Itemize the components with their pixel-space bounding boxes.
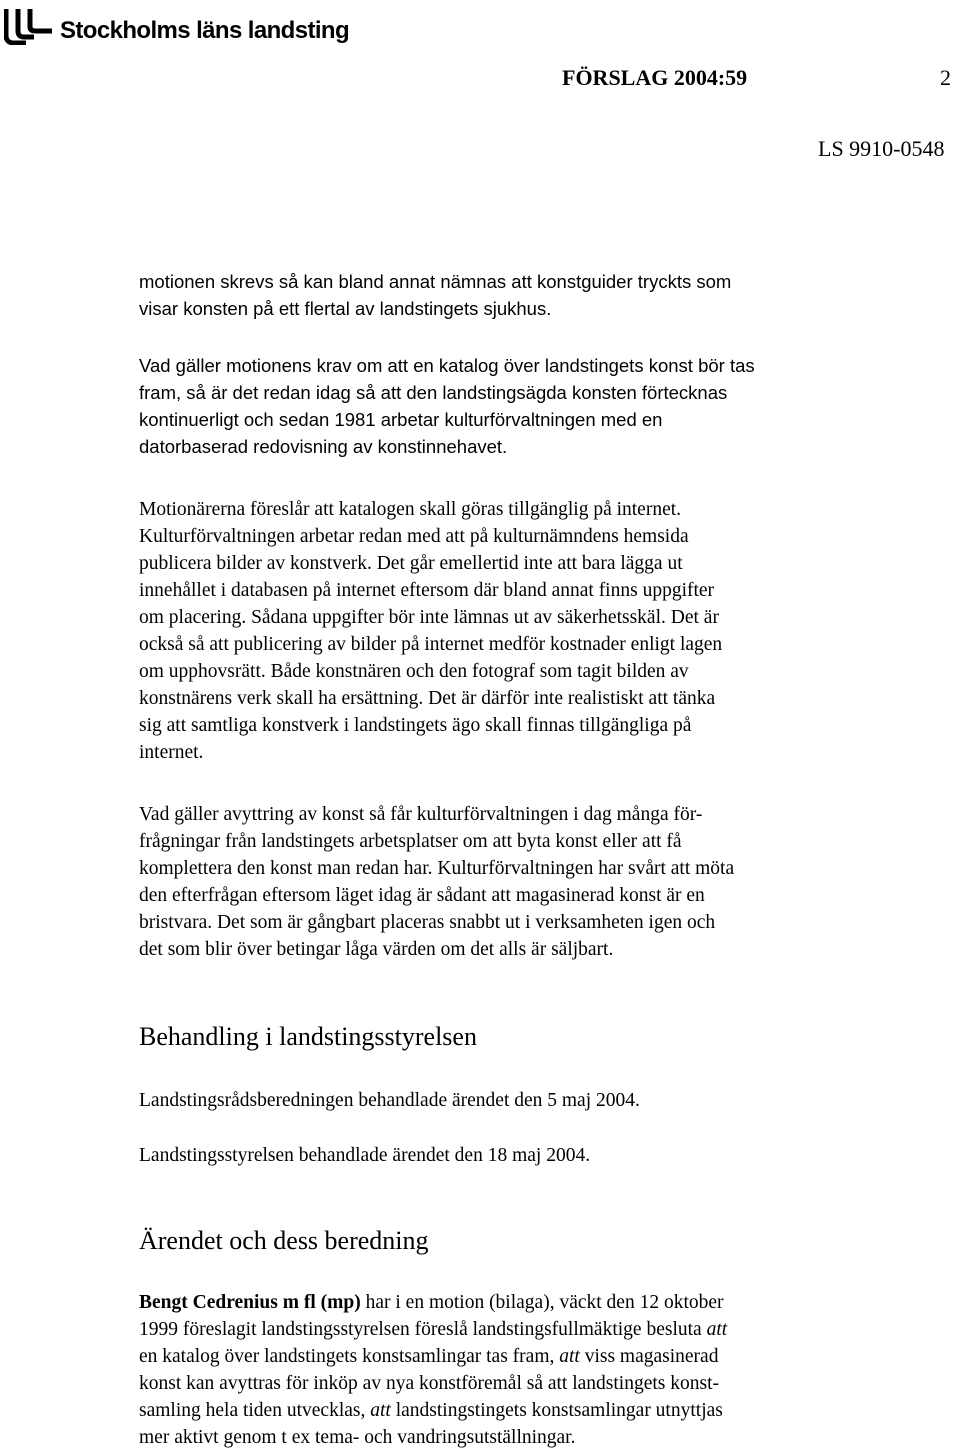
section-heading: Behandling i landstingsstyrelsen <box>139 1022 477 1051</box>
text-line: publicera bilder av konstverk. Det går emellertid inte att bara lägga ut <box>139 553 683 574</box>
case-number: LS 9910-0548 <box>818 136 945 161</box>
text-line: det som blir över betingar låga värden om det alls är säljbart. <box>139 939 614 960</box>
text-line: kontinuerligt och sedan 1981 arbetar kulturförvaltningen med en <box>139 409 663 430</box>
paragraph-2 <box>139 352 939 460</box>
section-1-line-1 <box>139 1087 939 1114</box>
text-line <box>139 1316 939 1343</box>
text-line <box>139 1343 939 1370</box>
text-line: om placering. Sådana uppgifter bör inte lämnas ut av säkerhetsskäl. Det är <box>139 607 719 628</box>
logo-text: Stockholms läns landsting <box>60 17 350 44</box>
text-line: den efterfrågan eftersom läget idag är sådant att magasinerad konst är en <box>139 885 705 906</box>
paragraph-3 <box>139 496 939 766</box>
text-span: landstingstingets konstsamlingar utnyttjas <box>390 1400 723 1421</box>
organization-logo <box>4 6 349 46</box>
text-line: Vad gäller avyttring av konst så får kulturförvaltningen i dag många för- <box>139 804 703 825</box>
text-line: Landstingsrådsberedningen behandlade ärendet den 5 maj 2004. <box>139 1090 640 1111</box>
italic-att: att <box>706 1319 728 1340</box>
text-line: frågningar från landstingets arbetsplatser om att byta konst eller att få <box>139 831 682 852</box>
text-line: Landstingsstyrelsen behandlade ärendet den 18 maj 2004. <box>139 1145 591 1166</box>
paragraph-5 <box>139 1289 939 1451</box>
paragraph-1 <box>139 268 939 322</box>
section-heading: Ärendet och dess beredning <box>139 1226 429 1255</box>
landsting-logo-icon <box>4 7 54 45</box>
text-span: har i en motion (bilaga), väckt den 12 oktober <box>360 1292 724 1313</box>
document-reference: FÖRSLAG 2004:59 <box>562 65 748 90</box>
text-line: Kulturförvaltningen arbetar redan med att på kulturnämndens hemsida <box>139 526 689 547</box>
text-line: sig att samtliga konstverk i landstingets ägo skall finnas tillgängliga på <box>139 715 692 736</box>
italic-att: att <box>370 1400 391 1421</box>
italic-att: att <box>559 1346 580 1367</box>
page-number: 2 <box>940 65 951 90</box>
text-span: samling hela tiden utvecklas, <box>139 1400 371 1421</box>
text-span: viss magasinerad <box>579 1346 719 1367</box>
text-line: innehållet i databasen på internet eftersom där bland annat finns uppgifter <box>139 580 715 601</box>
text-line: fram, så är det redan idag så att den landstingsägda konsten förtecknas <box>139 382 728 403</box>
text-line: bristvara. Det som är gångbart placeras snabbt ut i verksamheten igen och <box>139 912 716 933</box>
text-line: konst kan avyttras för inköp av nya konstföremål så att landstingets konst- <box>139 1373 720 1394</box>
text-line <box>139 1397 939 1424</box>
text-span: 1999 föreslagit landstingsstyrelsen föreslå landstingsfullmäktige besluta <box>139 1319 707 1340</box>
text-line: om upphovsrätt. Både konstnären och den fotograf som tagit bilden av <box>139 661 689 682</box>
text-line: datorbaserad redovisning av konstinnehavet. <box>139 436 508 457</box>
paragraph-4 <box>139 801 939 963</box>
text-line: internet. <box>139 742 204 763</box>
text-line: visar konsten på ett flertal av landstingets sjukhus. <box>139 298 552 319</box>
text-line: mer aktivt genom t ex tema- och vandringsutställningar. <box>139 1427 576 1448</box>
text-line: Motionärerna föreslår att katalogen skall göras tillgänglig på internet. <box>139 499 682 520</box>
motion-author: Bengt Cedrenius m fl (mp) <box>139 1292 361 1313</box>
text-line <box>139 1289 939 1316</box>
text-line: motionen skrevs så kan bland annat nämnas att konstguider tryckts som <box>139 271 732 292</box>
text-line: komplettera den konst man redan har. Kulturförvaltningen har svårt att möta <box>139 858 735 879</box>
section-1-line-2 <box>139 1142 939 1169</box>
text-span: en katalog över landstingets konstsamlingar tas fram, <box>139 1346 560 1367</box>
text-line: konstnärens verk skall ha ersättning. Det är därför inte realistiskt att tänka <box>139 688 716 709</box>
text-line: också så att publicering av bilder på internet medför kostnader enligt lagen <box>139 634 723 655</box>
text-line: Vad gäller motionens krav om att en katalog över landstingets konst bör tas <box>139 355 755 376</box>
